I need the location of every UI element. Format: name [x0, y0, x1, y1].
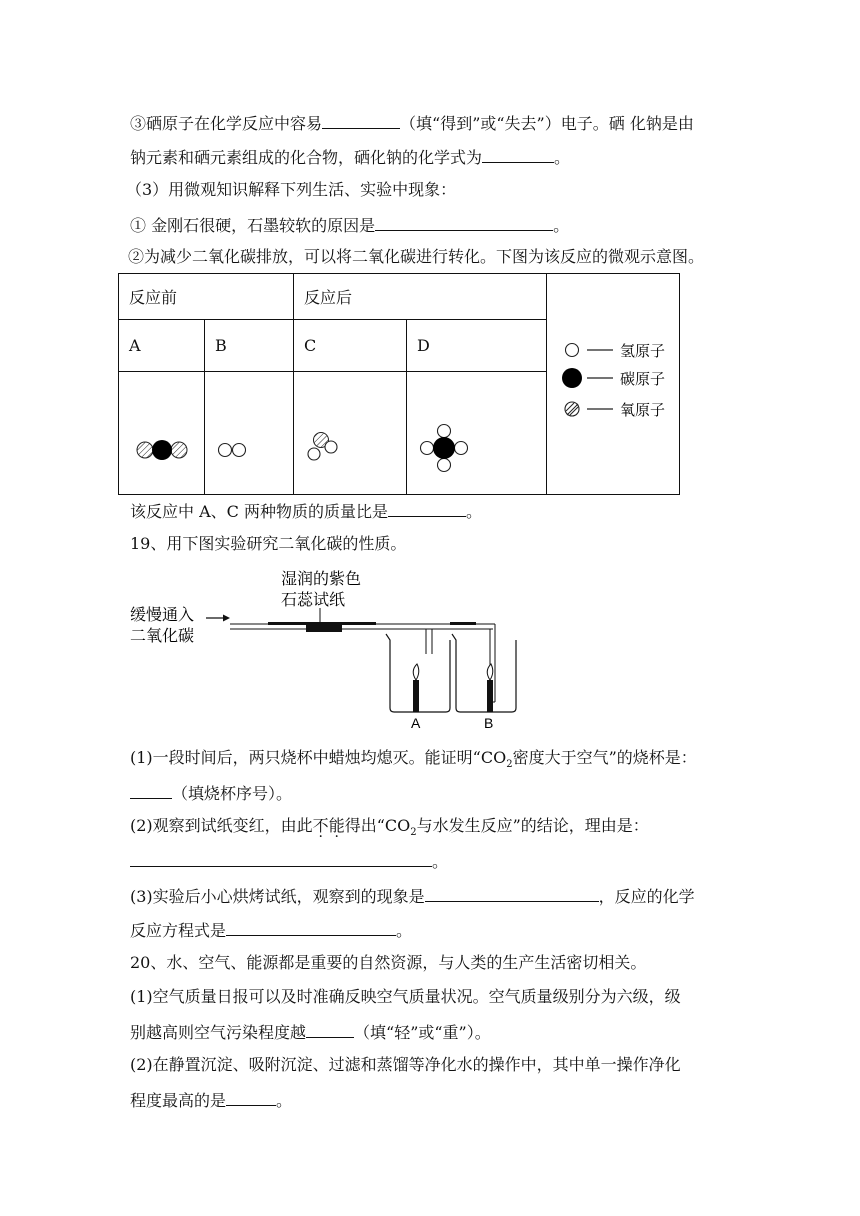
legend-hydrogen: 氢原子	[620, 342, 666, 360]
answer-blank[interactable]	[130, 848, 432, 867]
inlet-label-2: 二氧化碳	[130, 626, 195, 645]
co2-molecule-icon	[119, 372, 204, 490]
q19-text: 。	[432, 852, 449, 871]
q19-p1-line-2	[130, 780, 292, 806]
carbon-atom-icon	[562, 368, 582, 388]
q20-p1-line-1: (1)空气质量日报可以及时准确反映空气质量状况。空气质量级别分为六级，级	[130, 987, 681, 1006]
q18-text: （填“得到”或“失去”）电子。硒 化钠是由	[400, 114, 694, 133]
before-header: 反应前	[119, 274, 294, 320]
beaker-a-icon	[386, 634, 450, 712]
molecule-a-cell	[119, 372, 205, 495]
q19-p1-line-1	[130, 746, 697, 777]
answer-blank[interactable]	[226, 1087, 276, 1106]
col-a: A	[119, 320, 205, 372]
q18-line-2	[130, 144, 570, 170]
molecule-b-cell	[205, 372, 294, 495]
q18-text: 钠元素和硒元素组成的化合物，硒化钠的化学式为	[130, 148, 483, 167]
molecule-d-cell	[407, 372, 547, 495]
h2-molecule-icon	[205, 372, 293, 490]
q19-text: (3)实验后小心烘烤试纸，观察到的现象是	[130, 887, 425, 906]
q18-line-3: （3）用微观知识解释下列生活、实验中现象：	[126, 180, 457, 199]
answer-blank[interactable]	[322, 110, 400, 129]
co2-experiment-figure	[120, 566, 520, 734]
reaction-table	[118, 273, 680, 495]
q18-line-1	[130, 110, 694, 136]
answer-blank[interactable]	[306, 1019, 354, 1038]
col-b: B	[205, 320, 294, 372]
molecule-c-cell	[294, 372, 407, 495]
after-header: 反应后	[294, 274, 547, 320]
subscript: 2	[410, 827, 417, 839]
q20-p2-line-1: (2)在静置沉淀、吸附沉淀、过滤和蒸馏等净化水的操作中，其中单一操作净化	[130, 1055, 681, 1074]
q18-text: ③硒原子在化学反应中容易	[130, 114, 323, 133]
q20-text: 。	[276, 1091, 293, 1110]
answer-blank[interactable]	[425, 883, 599, 902]
litmus-paper-icon	[306, 622, 342, 632]
q20-text: 程度最高的是	[130, 1091, 227, 1110]
arrow-head-icon	[223, 615, 230, 622]
q19-text: 。	[396, 921, 413, 940]
answer-blank[interactable]	[226, 917, 396, 936]
q19-p2-line-1	[130, 814, 649, 845]
answer-blank[interactable]	[482, 144, 554, 163]
beaker-b-label: B	[484, 715, 494, 731]
emphasis-char: 不	[312, 816, 329, 835]
inlet-label-1: 缓慢通入	[130, 605, 195, 624]
litmus-label-1: 湿润的紫色	[281, 569, 362, 588]
answer-blank[interactable]	[375, 212, 553, 231]
answer-blank[interactable]	[388, 498, 466, 517]
q19-text: 与水发生反应”的结论，理由是：	[416, 816, 649, 835]
legend-oxygen: 氧原子	[620, 401, 666, 419]
q18-text: ① 金刚石很硬，石墨较软的原因是	[130, 216, 376, 235]
ch4-molecule-icon	[407, 372, 546, 490]
q18-text: 。	[554, 148, 571, 167]
q19-text: (2)观察到试纸变红，由此	[130, 816, 313, 835]
q18-line-6	[130, 498, 482, 524]
glass-tube	[230, 622, 495, 702]
q20-text: （填“轻”或“重”）。	[354, 1023, 491, 1042]
col-d: D	[407, 320, 547, 372]
q19-text: ，反应的化学	[598, 887, 695, 906]
emphasis-char: 能	[328, 816, 345, 835]
q19-p3-line-1	[130, 883, 695, 909]
q18-text: 。	[465, 502, 482, 521]
subscript: 2	[506, 759, 513, 771]
q19-text: 反应方程式是	[130, 921, 227, 940]
answer-blank[interactable]	[130, 780, 172, 799]
q18-text: 。	[553, 216, 570, 235]
litmus-label-2: 石蕊试纸	[281, 590, 346, 609]
q18-line-4	[130, 212, 569, 238]
h2o-molecule-icon	[294, 372, 406, 490]
q19-text: 密度大于空气”的烧杯是：	[512, 748, 697, 767]
q20-text: 别越高则空气污染程度越	[130, 1023, 307, 1042]
legend-cell	[547, 274, 680, 495]
hydrogen-atom-icon	[566, 344, 579, 357]
oxygen-atom-icon	[565, 402, 579, 416]
q19-title: 19、用下图实验研究二氧化碳的性质。	[130, 534, 407, 553]
q18-line-5: ②为减少二氧化碳排放，可以将二氧化碳进行转化。下图为该反应的微观示意图。	[128, 247, 705, 266]
beaker-a-label: A	[411, 715, 421, 731]
q19-p2-line-2	[130, 848, 448, 874]
q19-p3-line-2	[130, 917, 412, 943]
beaker-b-icon	[452, 634, 516, 712]
q19-text: (1)一段时间后，两只烧杯中蜡烛均熄灭。能证明“CO	[130, 748, 507, 767]
q19-text: （填烧杯序号）。	[172, 784, 293, 803]
q20-title: 20、水、空气、能源都是重要的自然资源，与人类的生产生活密切相关。	[130, 953, 647, 972]
legend-carbon: 碳原子	[620, 370, 666, 388]
col-c: C	[294, 320, 407, 372]
q20-p1-line-2	[130, 1019, 491, 1045]
q18-text: 该反应中 A、C 两种物质的质量比是	[130, 502, 388, 521]
q20-p2-line-2	[130, 1087, 292, 1113]
q19-text: 得出“CO	[344, 816, 411, 835]
legend	[547, 274, 679, 490]
